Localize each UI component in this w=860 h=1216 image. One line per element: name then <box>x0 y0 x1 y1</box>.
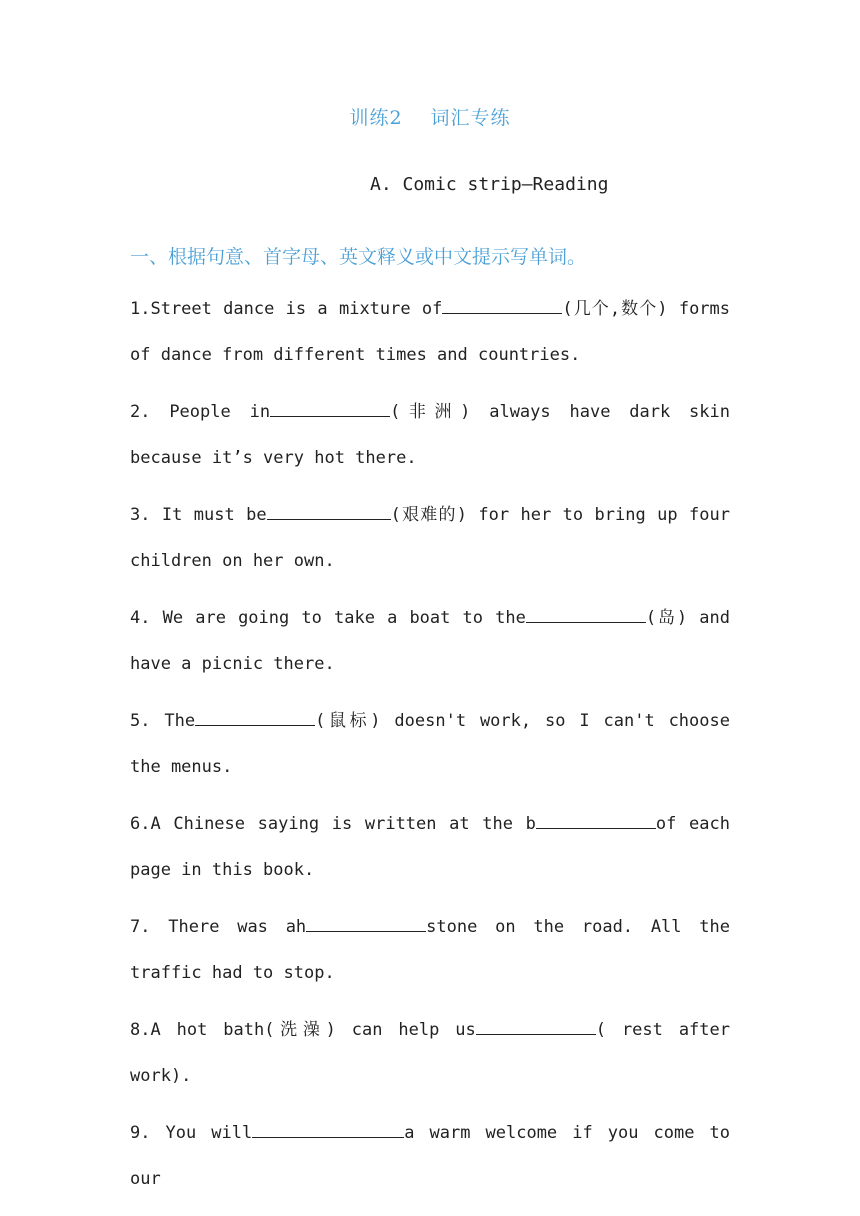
answer-blank[interactable] <box>526 606 646 623</box>
question-text-before: 3. It must be <box>130 505 267 525</box>
question-6 <box>130 801 730 893</box>
title-part-2: 词汇专练 <box>430 107 511 129</box>
page-title <box>0 103 860 130</box>
question-text-before: 4. We are going to take a boat to the <box>130 608 526 628</box>
question-text-after: (几个,数个) forms of dance from different times and countries. <box>130 299 731 365</box>
question-5 <box>130 698 730 790</box>
question-text-before: 6.A Chinese saying is written at the b <box>130 814 536 834</box>
question-text-after: (艰难的) for her to bring up four children on her own. <box>130 505 730 571</box>
question-text-after: stone on the road. All the traffic had to stop. <box>130 917 731 983</box>
question-text-before: 8.A hot bath(洗澡) can help us <box>130 1020 476 1040</box>
answer-blank[interactable] <box>195 709 315 726</box>
question-1 <box>130 286 730 378</box>
question-text-after: (鼠标) doesn't work, so I can't choose the menus. <box>130 711 730 777</box>
question-text-before: 9. You will <box>130 1123 253 1143</box>
question-list <box>130 286 730 1213</box>
question-7 <box>130 904 730 996</box>
answer-blank[interactable] <box>476 1018 596 1035</box>
question-text-before: 7. There was ah <box>130 917 307 937</box>
answer-blank[interactable] <box>442 297 562 314</box>
question-text-after: (非洲) always have dark skin because it’s very hot there. <box>130 402 731 468</box>
exercise-instructions: 一、根据句意、首字母、英文释义或中文提示写单词。 <box>130 246 587 268</box>
answer-blank[interactable] <box>267 503 391 520</box>
question-text-after: ( rest after work). <box>130 1020 730 1086</box>
section-subtitle: A. Comic strip—Reading <box>370 174 609 195</box>
question-2 <box>130 389 730 481</box>
question-text-before: 2. People in <box>130 402 271 422</box>
question-text-before: 5. The <box>130 711 196 731</box>
title-part-1: 训练2 <box>349 107 403 129</box>
question-text-after: of each page in this book. <box>130 814 730 880</box>
answer-blank[interactable] <box>306 915 426 932</box>
question-text-after: (岛) and have a picnic there. <box>130 608 730 674</box>
question-8 <box>130 1007 730 1099</box>
answer-blank[interactable] <box>252 1121 404 1138</box>
question-9 <box>130 1110 730 1202</box>
question-text-after: a warm welcome if you come to our <box>130 1123 730 1189</box>
answer-blank[interactable] <box>536 812 656 829</box>
answer-blank[interactable] <box>270 400 390 417</box>
question-4 <box>130 595 730 687</box>
question-text-before: 1.Street dance is a mixture of <box>130 299 443 319</box>
question-3 <box>130 492 730 584</box>
